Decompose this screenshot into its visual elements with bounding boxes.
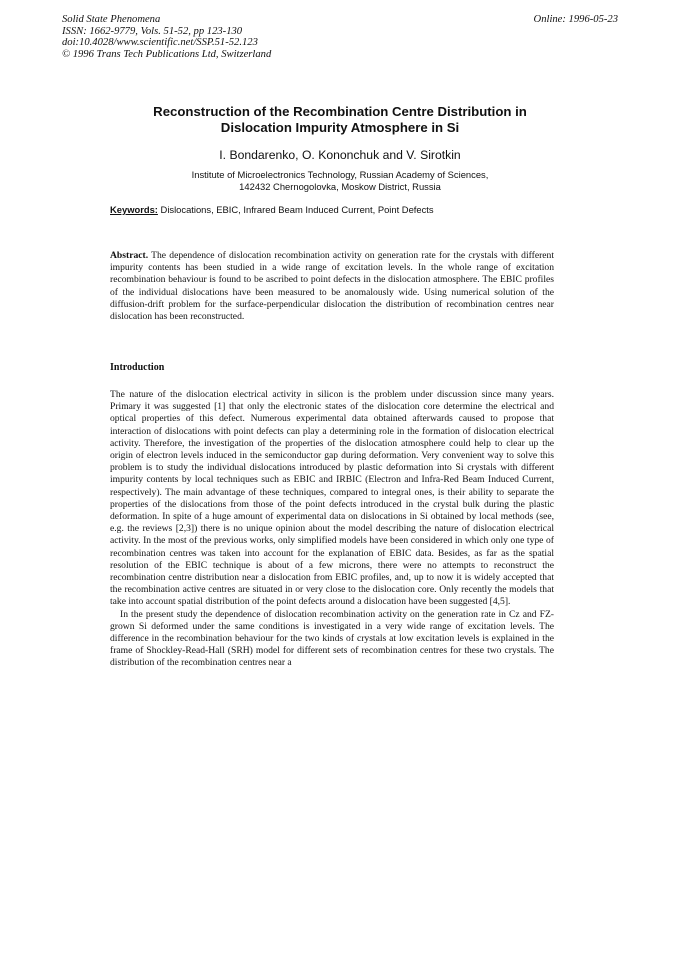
keywords-label: Keywords: [110,204,158,215]
authors: I. Bondarenko, O. Kononchuk and V. Sirotkin [219,148,461,162]
page-header [62,14,618,60]
section-heading: Introduction [110,362,165,373]
affiliation [110,169,570,193]
abstract-text: The dependence of dislocation recombination activity on generation rate for the crystals with different impurity contents has been studied in a wide range of excitation levels. In the whole range of excitation recombination behaviour is found to be ascribed to point defects in the dislocation atmosphere. The EBIC profiles of the individual dislocations have been measured to be anomalously wide. Using numerical solution of the diffusion-drift problem for the surface-perpendicular dislocation the distribution of recombination centres near dislocation has been reconstructed. [110,250,554,323]
paragraph: The nature of the dislocation electrical activity in silicon is the problem under discussion since many years. Primary it was suggested [1] that only the electronic states of the dislocation core determine the electrical and optical properties of this defect. Numerous experimental data obtained afterwards caused to propose that interaction of dislocations with point defects can play a determining role in the formation of dislocation electrical activity. Therefore, the investigation of the properties of the dislocation atmosphere could help to clear up the origin of electron levels induced in the semiconductor gap during deformation. Very convenient way to solve this problem is to study the individual dislocations introduced by plastic deformation into Si crystals with different impurity contents by local techniques such as EBIC and IRBIC (Electron and Infra-Red Beam Induced Current, respectively). The main advantage of these techniques, compared to integral ones, is their ability to separate the properties of the dislocations from those of the point defects introduced in the crystal bulk during the plastic deformation. In spite of a huge amount of experimental data on dislocations in Si obtained by local methods (see, e.g. the reviews [2,3]) there is no unique opinion about the model describing the nature of dislocation electrical activity. In the most of the previous works, only simplified models have been considered in which only one type of recombination centres was taken into account for the explanation of EBIC data. Besides, as far as the spatial resolution of the EBIC technique is about of a few microns, there were no attempts to reconstruct the recombination centre distribution near a dislocation from EBIC profiles, and, up to now it is widely accepted that the recombination active centres are situated in or very close to the dislocation core. Only recently the models that take into account spatial distribution of the point defects around a dislocation have been suggested [4,5]. [110,389,554,608]
paragraph: In the present study the dependence of dislocation recombination activity on the generation rate in Cz and FZ-grown Si deformed under the same conditions is investigated in a very wide range of excitation levels. The difference in the recombination behaviour for the two kinds of crystals at low excitation levels is explained in the frame of Shockley-Read-Hall (SRH) model for different sets of recombination centres for these two crystals. The distribution of the recombination centres near a [110,608,554,669]
issn-line: ISSN: 1662-9779, Vols. 51-52, pp 123-130 [62,25,243,37]
title-line-2: Dislocation Impurity Atmosphere in Si [220,120,460,135]
online-date: Online: 1996-05-23 [533,14,618,25]
affiliation-line-2: 142432 Chernogolovka, Moskow District, Russia [239,181,441,192]
keywords-text: Dislocations, EBIC, Infrared Beam Induced Current, Point Defects [157,204,434,215]
copyright-line: © 1996 Trans Tech Publications Ltd, Switzerland [62,48,272,60]
body-text [110,389,554,670]
title-line-1: Reconstruction of the Recombination Centre Distribution in [153,104,527,119]
doi-line: doi:10.4028/www.scientific.net/SSP.51-52.123 [62,37,258,49]
abstract-label: Abstract. [110,250,149,261]
affiliation-line-1: Institute of Microelectronics Technology, Russian Academy of Sciences, [191,169,489,180]
abstract [110,250,554,323]
keywords [110,204,570,215]
journal-name: Solid State Phenomena [62,14,161,25]
paper-title [110,104,570,136]
